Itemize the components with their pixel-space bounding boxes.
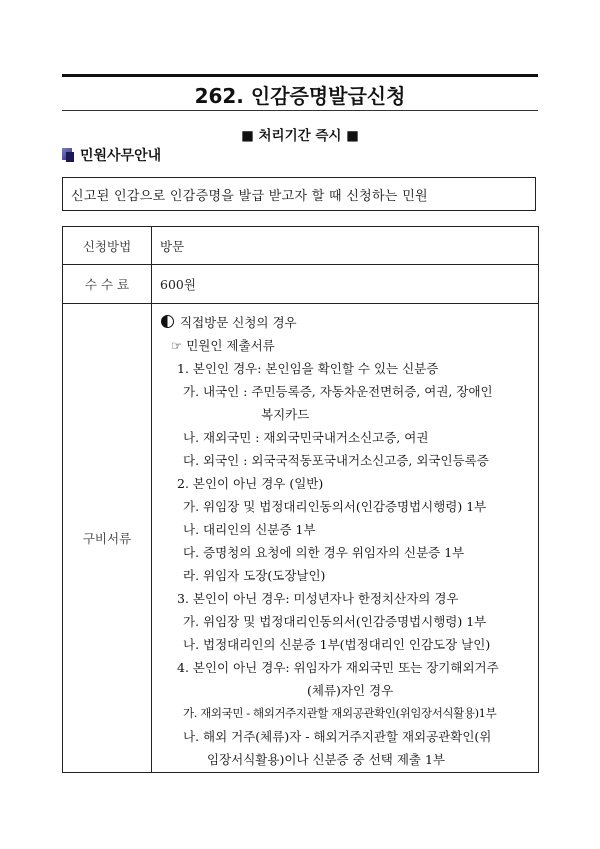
docs-line: 나. 대리인의 신분증 1부 — [183, 522, 316, 537]
docs-line: 나. 해외 거주(체류)자 - 해외거주지관할 재외공관확인(위 — [183, 729, 492, 744]
title-top-rule — [62, 74, 538, 77]
table-row — [63, 304, 539, 773]
docs-subheading-text: 민원인 제출서류 — [186, 338, 275, 353]
table-row — [63, 265, 539, 304]
page-title: 262. 인감증명발급신청 — [194, 84, 406, 108]
pointing-hand-icon: ☞ — [171, 338, 183, 353]
docs-line: 3. 본인이 아닌 경우: 미성년자나 한정치산자의 경우 — [177, 591, 459, 606]
docs-heading — [153, 311, 537, 334]
half-circle-bullet-icon — [161, 315, 174, 328]
docs-line: 다. 증명청의 요청에 의한 경우 위임자의 신분증 1부 — [183, 545, 465, 560]
processing-period: ■ 처리기간 즉시 ■ — [241, 128, 359, 144]
method-value: 방문 — [152, 227, 539, 265]
section-title: 민원사무안내 — [80, 148, 162, 164]
docs-line: 다. 외국인 : 외국국적동포국내거소신고증, 외국인등록증 — [183, 453, 489, 468]
docs-line: 라. 위임자 도장(도장날인) — [183, 568, 326, 583]
docs-heading-text: 직접방문 신청의 경우 — [180, 315, 297, 330]
info-table — [62, 226, 539, 773]
fee-value: 600원 — [152, 265, 539, 304]
method-label: 신청방법 — [63, 227, 152, 265]
docs-line: 나. 법정대리인의 신분증 1부(법정대리인 인감도장 날인) — [183, 637, 491, 652]
docs-line: (체류)자인 경우 — [307, 683, 394, 698]
docs-line: 임장서식활용)이나 신분증 중 선택 제출 1부 — [207, 752, 445, 767]
table-row — [63, 227, 539, 265]
docs-line: 나. 재외국민 : 재외국민국내거소신고증, 여권 — [183, 430, 429, 445]
docs-line: 1. 본인인 경우: 본인임을 확인할 수 있는 신분증 — [177, 361, 439, 376]
docs-line: 가. 위임장 및 법정대리인동의서(인감증명법시행령) 1부 — [183, 499, 487, 514]
docs-line: 가. 재외국민 - 해외거주지관할 재외공관확인(위임장서식활용)1부 — [183, 706, 497, 720]
docs-label: 구비서류 — [63, 304, 152, 773]
summary-text: 신고된 인감으로 인감증명을 발급 받고자 할 때 신청하는 민원 — [71, 188, 428, 204]
docs-cell — [152, 304, 539, 773]
docs-line: 가. 내국인 : 주민등록증, 자동차운전면허증, 여권, 장애인 — [183, 384, 493, 399]
docs-line: 4. 본인이 아닌 경우: 위임자가 재외국민 또는 장기해외거주 — [177, 660, 499, 675]
summary-box — [62, 177, 536, 211]
fee-label: 수 수 료 — [63, 265, 152, 304]
title-bottom-rule — [62, 110, 538, 111]
docs-line: 가. 위임장 및 법정대리인동의서(인감증명법시행령) 1부 — [183, 614, 487, 629]
docs-line: 복지카드 — [261, 407, 310, 422]
docs-line: 2. 본인이 아닌 경우 (일반) — [177, 476, 324, 491]
section-square-icon — [62, 148, 72, 160]
docs-subheading — [153, 334, 537, 357]
